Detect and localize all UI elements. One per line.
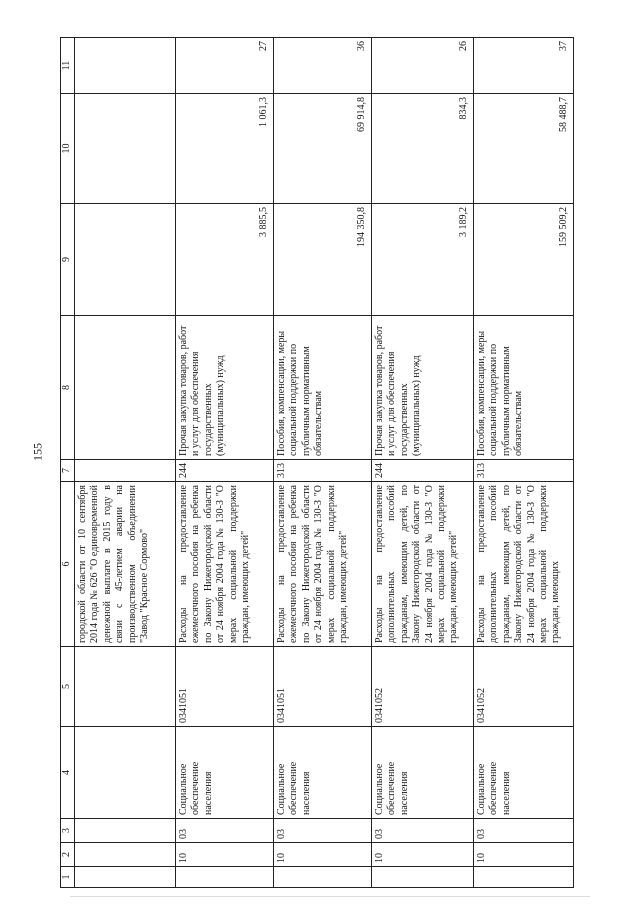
cell-c8-expense-type: Прочая закупка товаров, работ и услуг для обеспечения государственных (муниципальных) нужд — [372, 316, 474, 460]
cell-c3: 03 — [274, 819, 372, 843]
cell-c9: 194 350,8 — [274, 204, 372, 316]
cell-c5: 0341052 — [474, 647, 574, 727]
col-header-5: 5 — [61, 647, 75, 727]
cell-c10: 58 488,7 — [474, 94, 574, 204]
table-row — [75, 38, 176, 888]
cell-c4: Социальное обеспечение населения — [274, 727, 372, 819]
col-header-4: 4 — [61, 727, 75, 819]
cell-c7 — [75, 460, 176, 482]
cell-c10 — [75, 94, 176, 204]
cell-c7: 244 — [176, 460, 274, 482]
col-header-10: 10 — [61, 94, 75, 204]
cell-c4 — [75, 727, 176, 819]
cell-c11: 26 — [372, 38, 474, 94]
cell-c2: 10 — [474, 843, 574, 867]
cell-c6-description: Расходы на предоставление ежемесячного пособия на ребенка по Закону Нижегородской области от 24 ноября 2004 года № 130-З "О мерах социальной поддержки граждан, имеющих детей" — [274, 482, 372, 647]
cell-c7: 244 — [372, 460, 474, 482]
cell-c2: 10 — [372, 843, 474, 867]
cell-c2: 10 — [274, 843, 372, 867]
table-row — [372, 38, 474, 888]
cell-c11 — [75, 38, 176, 94]
cell-c1 — [274, 867, 372, 888]
cell-c1 — [176, 867, 274, 888]
col-header-7: 7 — [61, 460, 75, 482]
cell-c6-description: Расходы на предоставление дополнительных пособий гражданам, имеющим детей, по Закону Нижегородской области от 24 ноября 2004 года № 130-З "О мерах социальной поддержки граждан, имеющих детей" — [372, 482, 474, 647]
col-header-3: 3 — [61, 819, 75, 843]
cell-c2 — [75, 843, 176, 867]
cell-c6-description: Расходы на предоставление дополнительных пособий гражданам, имеющим детей, по Закону Нижегородской области от 24 ноября 2004 года № 130-З "О мерах социальной поддержки граждан, имеющих — [474, 482, 574, 647]
cell-c2: 10 — [176, 843, 274, 867]
cell-c3 — [75, 819, 176, 843]
col-header-11: 11 — [61, 38, 75, 94]
cell-c11: 37 — [474, 38, 574, 94]
cell-c4: Социальное обеспечение населения — [372, 727, 474, 819]
cell-c1 — [372, 867, 474, 888]
cell-c5 — [75, 647, 176, 727]
cell-c3: 03 — [474, 819, 574, 843]
cell-c9: 3 189,2 — [372, 204, 474, 316]
cell-c7: 313 — [474, 460, 574, 482]
budget-table — [60, 37, 574, 888]
column-number-header-row — [61, 38, 75, 888]
table-row — [274, 38, 372, 888]
cell-c9: 3 885,5 — [176, 204, 274, 316]
cell-c9: 159 509,2 — [474, 204, 574, 316]
cell-c1 — [75, 867, 176, 888]
rotated-budget-table-page — [60, 38, 634, 888]
cell-c10: 834,3 — [372, 94, 474, 204]
cell-c8-expense-type: Пособия, компенсации, меры социальной поддержки по публичным нормативным обязательствам — [274, 316, 372, 460]
table-row — [474, 38, 574, 888]
cell-c11: 27 — [176, 38, 274, 94]
col-header-1: 1 — [61, 867, 75, 888]
cell-c8-expense-type: Пособия, компенсации, меры социальной поддержки по публичным нормативным обязательствам — [474, 316, 574, 460]
cell-c10: 1 061,3 — [176, 94, 274, 204]
col-header-6: 6 — [61, 482, 75, 647]
cell-c11: 36 — [274, 38, 372, 94]
cell-c7: 313 — [274, 460, 372, 482]
cell-c3: 03 — [176, 819, 274, 843]
cell-c3: 03 — [372, 819, 474, 843]
cell-c6-description: Расходы на предоставление ежемесячного пособия на ребенка по Закону Нижегородской области от 24 ноября 2004 года № 130-З "О мерах социальной поддержки граждан, имеющих детей" — [176, 482, 274, 647]
scan-artifact-line — [70, 896, 590, 897]
col-header-2: 2 — [61, 843, 75, 867]
cell-c4: Социальное обеспечение населения — [176, 727, 274, 819]
cell-c5: 0341052 — [372, 647, 474, 727]
cell-c6-description: городской области от 10 сентября 2014 года № 626 "О единовременной денежной выплате в 2015 году в связи с 45-летием аварии на производственном объединении "Завод "Красное Сормово" — [75, 482, 176, 647]
page-number: 155 — [30, 443, 45, 461]
col-header-9: 9 — [61, 204, 75, 316]
col-header-8: 8 — [61, 316, 75, 460]
cell-c5: 0341051 — [274, 647, 372, 727]
cell-c8 — [75, 316, 176, 460]
cell-c4: Социальное обеспечение населения — [474, 727, 574, 819]
table-row — [176, 38, 274, 888]
cell-c10: 69 914,8 — [274, 94, 372, 204]
cell-c5: 0341051 — [176, 647, 274, 727]
cell-c8-expense-type: Прочая закупка товаров, работ и услуг для обеспечения государственных (муниципальных) нужд — [176, 316, 274, 460]
cell-c9 — [75, 204, 176, 316]
cell-c1 — [474, 867, 574, 888]
